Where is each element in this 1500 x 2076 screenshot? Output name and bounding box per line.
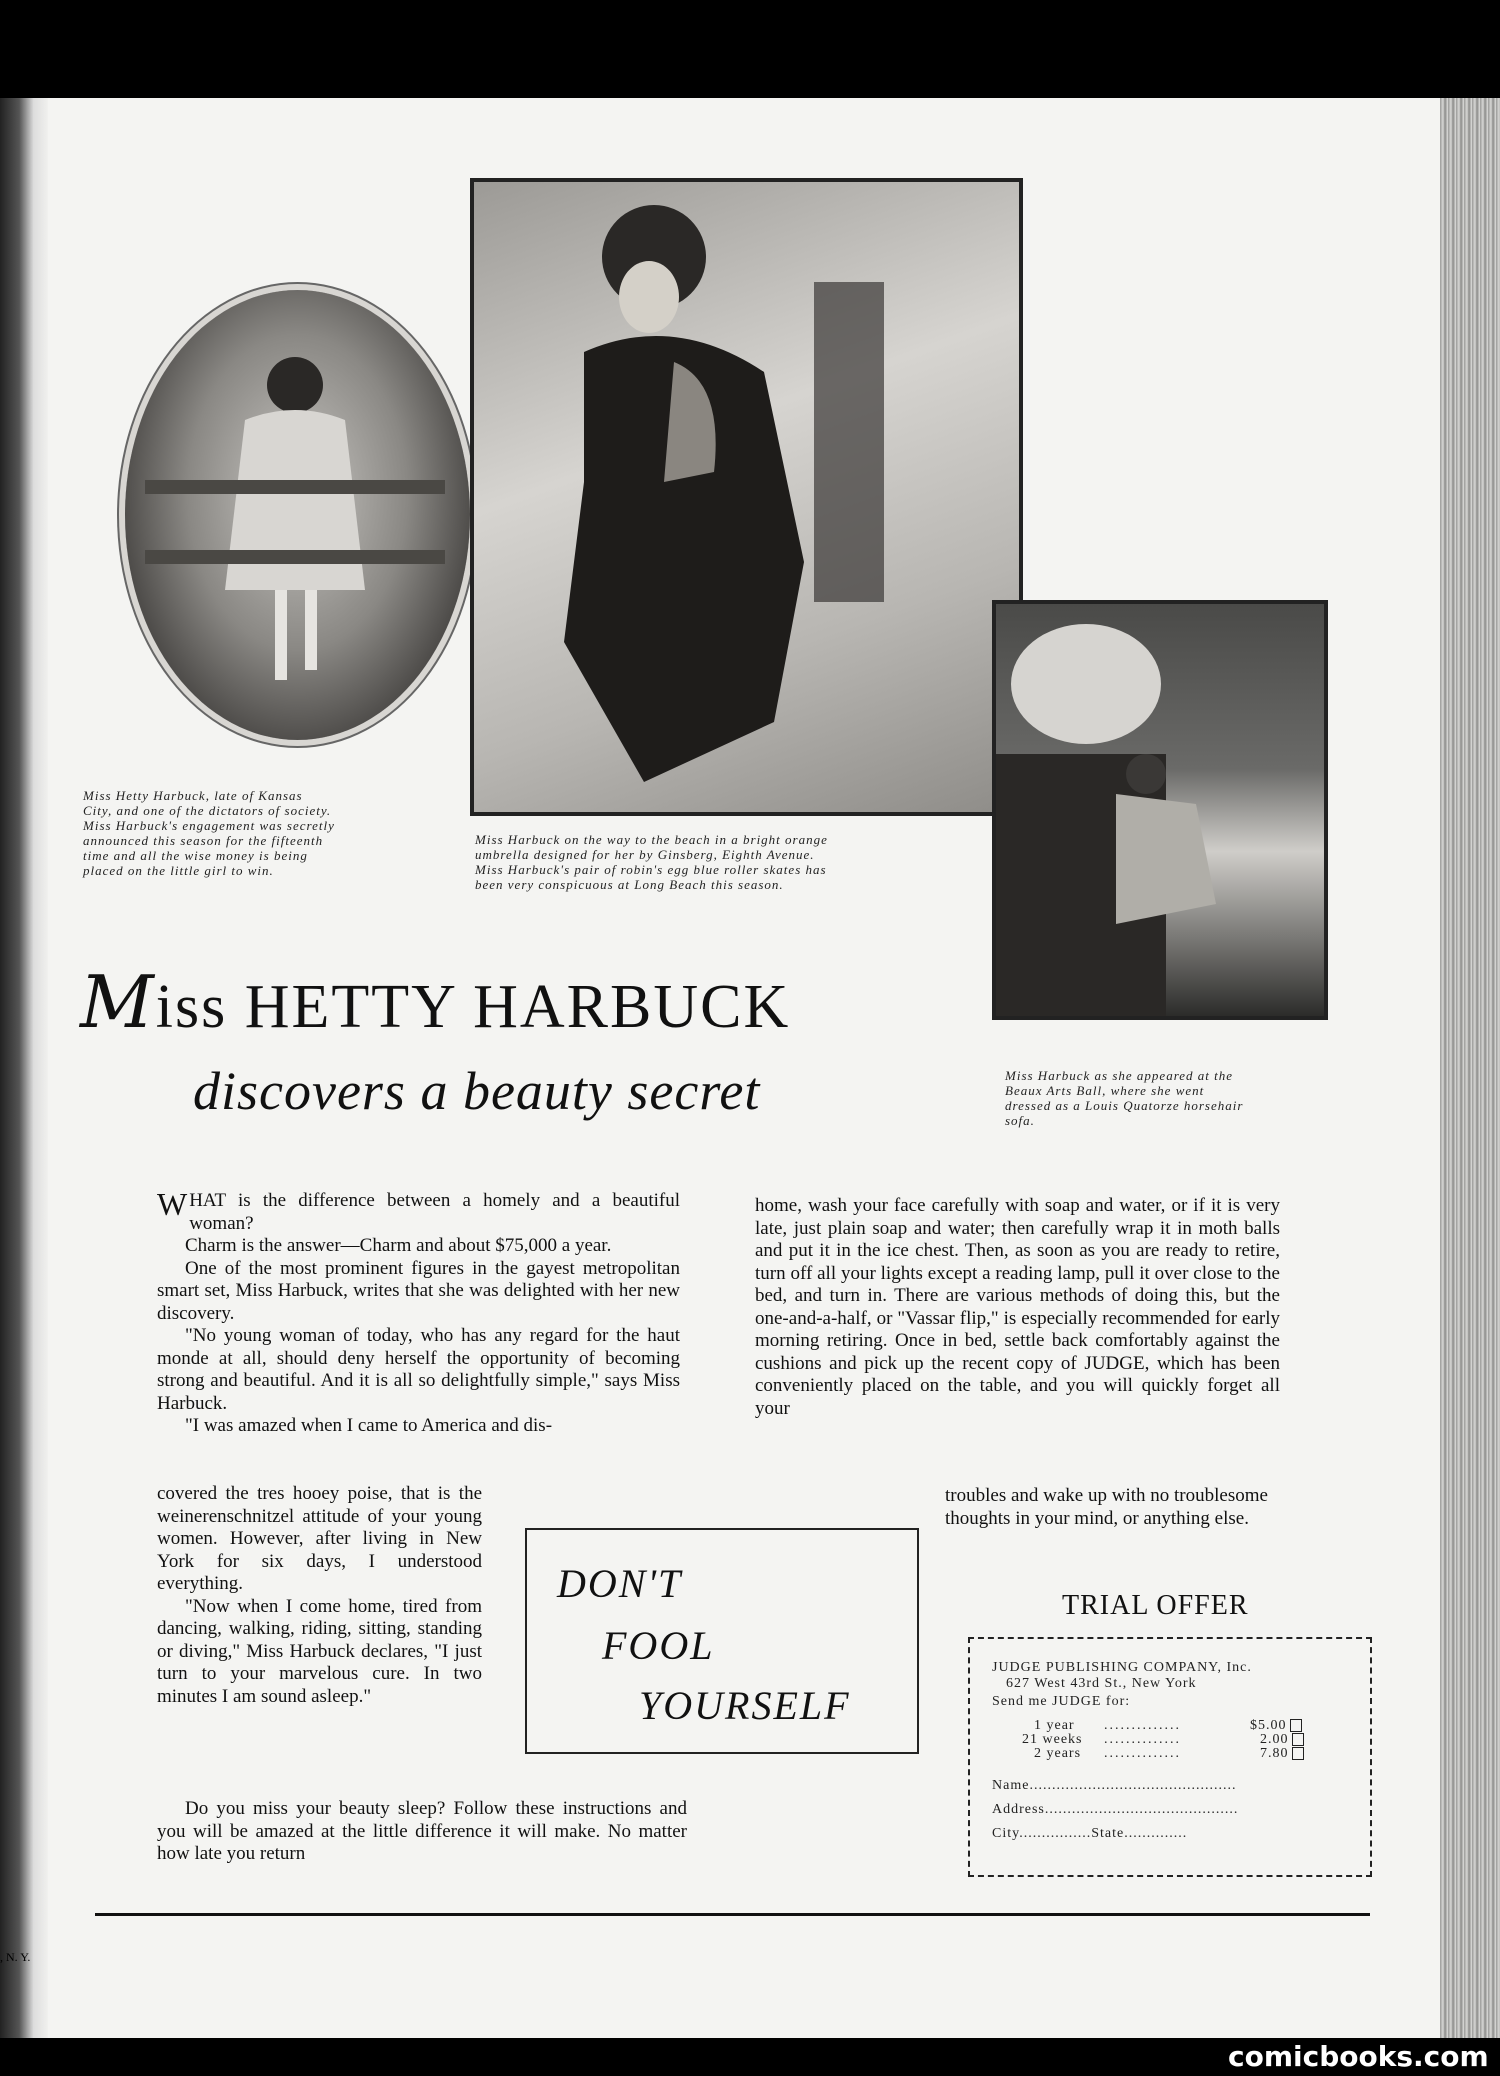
article-col2	[755, 1195, 1280, 1420]
article-paragraph: troubles and wake up with no troublesome thoughts in your mind, or anything else.	[945, 1485, 1268, 1529]
woman-umbrella-photo	[996, 604, 1324, 1016]
article-paragraph: "Now when I come home, tired from dancing, walking, riding, sitting, standing or diving," Miss Harbuck declares, "I just turn to your marvelous cure. In two minutes I am sound asleep."	[157, 1595, 482, 1707]
girl-portrait-photo	[125, 290, 470, 740]
caption-line: announced this season for the fifteenth	[83, 833, 324, 848]
coupon-option-term: 1 year	[1034, 1718, 1075, 1733]
caption-line: dressed as a Louis Quatorze horsehair	[1005, 1098, 1244, 1113]
coupon-name-field[interactable]: Name..............................................	[992, 1778, 1237, 1793]
subheadline: discovers a beauty secret	[193, 1061, 761, 1121]
caption-line: umbrella designed for her by Ginsberg, Eighth Avenue.	[475, 847, 815, 862]
oval-photo	[125, 290, 470, 740]
article-col2-narrow	[945, 1485, 1280, 1530]
coupon-address-field[interactable]: Address...........................................	[992, 1802, 1239, 1817]
coupon-option-term: 21 weeks	[1022, 1732, 1083, 1747]
field-label: Address	[992, 1802, 1045, 1817]
price-text: $5.00	[1250, 1718, 1287, 1733]
coupon-address: 627 West 43rd St., New York	[1006, 1676, 1197, 1691]
headline-small: iss	[155, 973, 228, 1041]
left-caption	[83, 788, 405, 878]
paragraph-text: HAT is the difference between a homely and a beautiful woman?	[189, 1190, 680, 1234]
caption-line: been very conspicuous at Long Beach this season.	[475, 877, 784, 892]
woman-seated-photo	[474, 182, 1019, 812]
field-label: Name	[992, 1778, 1030, 1793]
article-col1-top	[157, 1186, 680, 1438]
box-line: YOURSELF	[639, 1683, 851, 1728]
article-paragraph: covered the tres hooey poise, that is the weinerenschnitzel attitude of your young women. However, after living in New York for six days, I understood everything.	[157, 1483, 482, 1594]
coupon-send: Send me JUDGE for:	[992, 1694, 1131, 1709]
article-col1-tail	[157, 1798, 687, 1866]
caption-line: Miss Harbuck as she appeared at the	[1005, 1068, 1234, 1083]
article-paragraph: One of the most prominent figures in the gayest metropolitan smart set, Miss Harbuck, writes that she was delighted with her new discovery.	[157, 1257, 680, 1324]
field-label: State	[1091, 1826, 1125, 1841]
coupon-dots: ..............	[1104, 1718, 1181, 1733]
caption-line: placed on the little girl to win.	[83, 863, 274, 878]
caption-line: Miss Harbuck's engagement was secretly	[83, 818, 335, 833]
box-line: FOOL	[602, 1623, 715, 1668]
field-label: City	[992, 1826, 1020, 1841]
trial-offer-heading: TRIAL OFFER	[1062, 1590, 1249, 1621]
book-spine-right	[1440, 98, 1500, 2038]
headline-name: HETTY HARBUCK	[244, 973, 791, 1041]
coupon-option-term: 2 years	[1034, 1746, 1082, 1761]
article-paragraph: Do you miss your beauty sleep? Follow these instructions and you will be amazed at the little difference it will make. No matter how late you return	[157, 1798, 687, 1864]
caption-line: City, and one of the dictators of society.	[83, 803, 332, 818]
caption-line: time and all the wise money is being	[83, 848, 308, 863]
drop-cap: W	[157, 1186, 188, 1222]
headline-initial: M	[80, 960, 156, 1044]
center-caption	[475, 832, 955, 892]
checkbox[interactable]	[1292, 1747, 1304, 1760]
caption-line: Miss Harbuck's pair of robin's egg blue roller skates has	[475, 862, 827, 877]
coupon-dots: ..............	[1104, 1746, 1181, 1761]
box-line: DON'T	[557, 1561, 683, 1606]
bottom-rule	[95, 1913, 1370, 1916]
adjacent-page-stub: , N. Y.	[0, 1950, 31, 1964]
right-caption	[1005, 1068, 1335, 1128]
caption-line: Miss Hetty Harbuck, late of Kansas	[83, 788, 303, 803]
coupon-option-price[interactable]	[1260, 1745, 1304, 1762]
caption-line: sofa.	[1005, 1113, 1035, 1128]
article-paragraph	[157, 1186, 680, 1235]
coupon-dots: ..............	[1104, 1732, 1181, 1747]
coupon-company: JUDGE PUBLISHING COMPANY, Inc.	[992, 1660, 1252, 1675]
price-text: 7.80	[1260, 1746, 1289, 1761]
caption-line: Miss Harbuck on the way to the beach in a bright orange	[475, 832, 828, 847]
article-paragraph: "No young woman of today, who has any regard for the haut monde at all, should deny herself the opportunity of becoming strong and beautiful. And it is all so delightfully simple," says Miss Harbuck.	[157, 1325, 680, 1414]
dont-fool-yourself-box	[525, 1528, 919, 1754]
price-text: 2.00	[1260, 1732, 1289, 1747]
article-col1-narrow	[157, 1483, 482, 1708]
right-photo	[992, 600, 1328, 1020]
subscription-coupon[interactable]	[968, 1637, 1372, 1877]
coupon-city-state-field[interactable]: City................State..............	[992, 1826, 1188, 1841]
article-paragraph: "I was amazed when I came to America and dis-	[185, 1415, 553, 1436]
center-photo	[470, 178, 1023, 816]
headline	[80, 960, 790, 1044]
caption-line: Beaux Arts Ball, where she went	[1005, 1083, 1205, 1098]
article-paragraph: Charm is the answer—Charm and about $75,000 a year.	[185, 1235, 612, 1256]
book-spine-left	[0, 98, 48, 2038]
watermark: comicbooks.com	[1228, 2040, 1489, 2073]
article-paragraph: home, wash your face carefully with soap and water, or if it is very late, just plain soap and water; then carefully wrap it in moth balls and put it in the ice chest. Then, as soon as you are ready to retire, turn off all your lights except a reading lamp, pull it over close to the bed, and turn in. There are various methods of doing this, but the one-and-a-half, or "Vassar flip," is especially recommended for early morning retiring. Once in bed, settle back comfortably against the cushions and pick up the recent copy of JUDGE, which has been conveniently placed on the table, and you will quickly forget all your	[755, 1195, 1280, 1419]
